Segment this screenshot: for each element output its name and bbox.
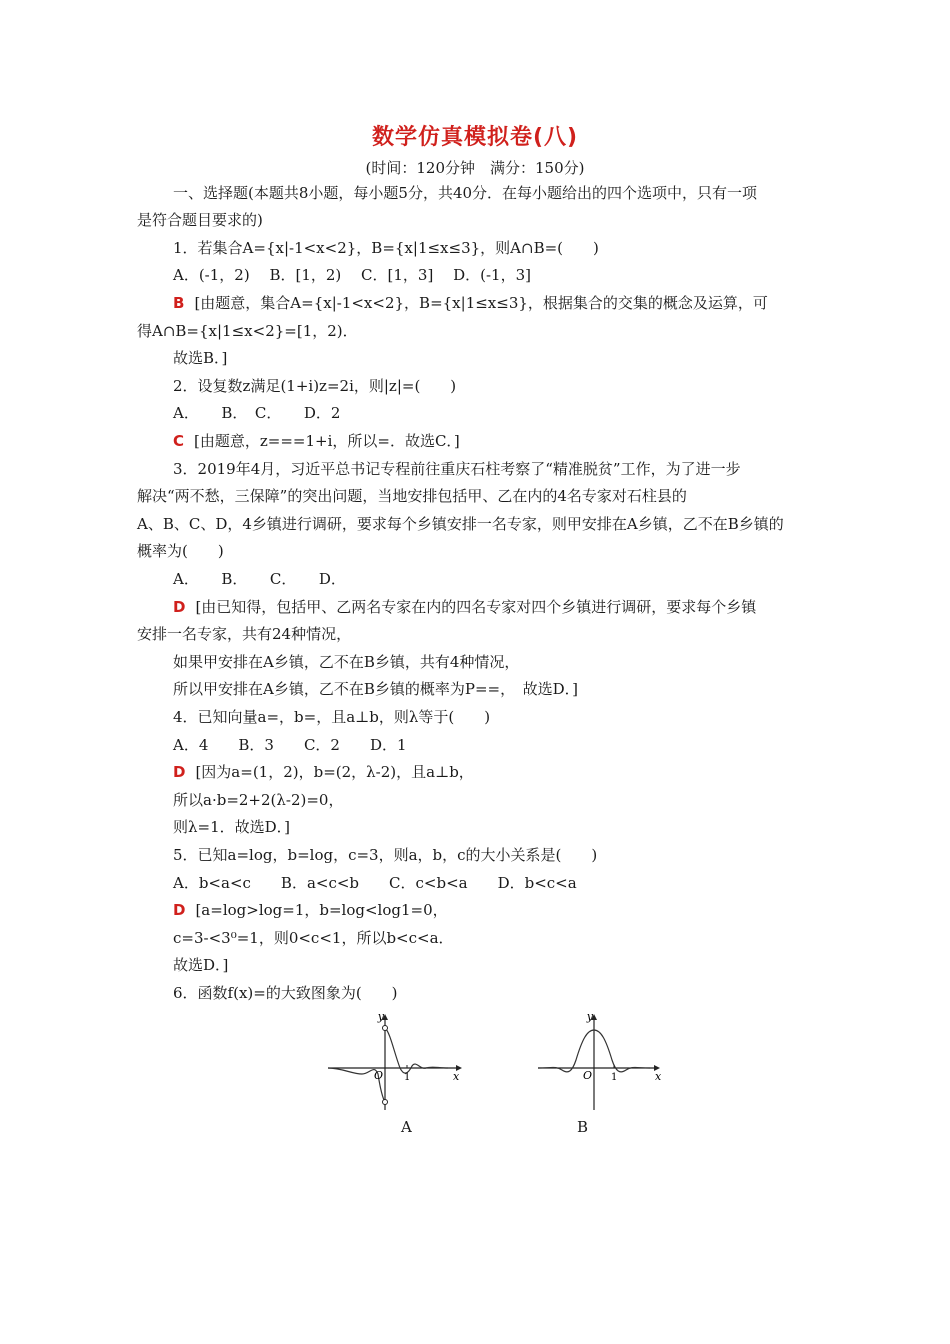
tick-label: 1 [404,1072,411,1083]
answer-3-cont: 安排一名专家，共有24种情况， [137,625,352,643]
answer-3-end: 所以甲安排在A乡镇，乙不在B乡镇的概率为P==， 故选D．] [173,680,578,698]
page-title: 数学仿真模拟卷(八) [371,125,579,150]
origin-label: O [583,1069,593,1082]
answer-letter: D [173,598,186,616]
tick-label: 1 [611,1072,618,1083]
answer-letter: B [173,294,185,312]
question-4-options: A．4 B．3 C．2 D．1 [173,736,407,754]
exam-info: (时间：120分钟 满分：150分) [365,159,585,177]
question-3-cont: A、B、C、D，4乡镇进行调研，要求每个乡镇安排一名专家，则甲安排在A乡镇，乙不在B乡镇的 [137,515,784,533]
answer-5-end: 故选D．] [173,956,229,974]
question-3-options: A． B． C． D． [173,570,346,588]
question-6: 6．函数f(x)=的大致图象为( ) [173,984,398,1002]
y-label: y [586,1012,593,1023]
answer-2: C [由题意，z===1+i，所以=．故选C．] [173,432,460,450]
answer-1-cont: 得A∩B={x|1≤x<2}=[1，2)． [137,322,358,340]
x-label: x [655,1070,662,1083]
question-1-options: A．(-1，2) B．[1，2) C．[1，3] D．(-1，3] [173,266,531,284]
answer-letter: C [173,432,185,450]
question-1: 1．若集合A={x|-1<x<2}，B={x|1≤x≤3}，则A∩B=( ) [173,239,599,257]
question-2-options: A． B． C． D．2 [173,404,341,422]
open-point [383,1100,388,1105]
answer-4-end: 则λ=1．故选D．] [173,818,290,836]
answer-letter: D [173,763,186,781]
answer-3: D [由已知得，包括甲、乙两名专家在内的四名专家对四个乡镇进行调研，要求每个乡镇 [173,598,757,616]
graph-b-caption: B [577,1118,589,1136]
question-5: 5．已知a=log，b=log，c=3，则a，b，c的大小关系是( ) [173,846,598,864]
answer-4: D [因为a=(1，2)，b=(2，λ-2)，且a⊥b， [173,763,474,781]
open-point [383,1026,388,1031]
question-4: 4．已知向量a=，b=，且a⊥b，则λ等于( ) [173,708,491,726]
question-3-cont: 概率为( ) [137,542,224,560]
section-intro-cont: 是符合题目要求的) [137,211,263,229]
answer-letter: D [173,901,186,919]
question-3: 3．2019年4月，习近平总书记专程前往重庆石柱考察了“精准脱贫”工作，为了进一步 [173,460,741,478]
answer-3-cont: 如果甲安排在A乡镇，乙不在B乡镇，共有4种情况， [173,653,520,671]
section-intro: 一、选择题(本题共8小题，每小题5分，共40分．在每小题给出的四个选项中，只有一项 [173,184,758,202]
graph-b [532,1012,672,1112]
answer-1-end: 故选B．] [173,349,228,367]
answer-5-cont: c=3-<3⁰=1，则0<c<1，所以b<c<a． [173,929,454,947]
graph-a-caption: A [401,1118,412,1136]
x-label: x [453,1070,460,1083]
y-label: y [377,1012,384,1023]
origin-label: O [374,1069,384,1082]
curve-right [385,1028,448,1073]
graph-a [322,1012,462,1112]
question-2: 2．设复数z满足(1+i)z=2i，则|z|=( ) [173,377,457,395]
question-5-options: A．b<a<c B．a<c<b C．c<b<a D．b<c<a [173,874,577,892]
answer-1: B [由题意，集合A={x|-1<x<2}，B={x|1≤x≤3}，根据集合的交集的概念及运算，可 [173,294,768,312]
answer-5: D [a=log>log=1，b=log<log1=0， [173,901,448,919]
question-3-cont: 解决“两不愁，三保障”的突出问题，当地安排包括甲、乙在内的4名专家对石柱县的 [137,487,687,505]
answer-4-cont: 所以a·b=2+2(λ-2)=0， [173,791,344,809]
